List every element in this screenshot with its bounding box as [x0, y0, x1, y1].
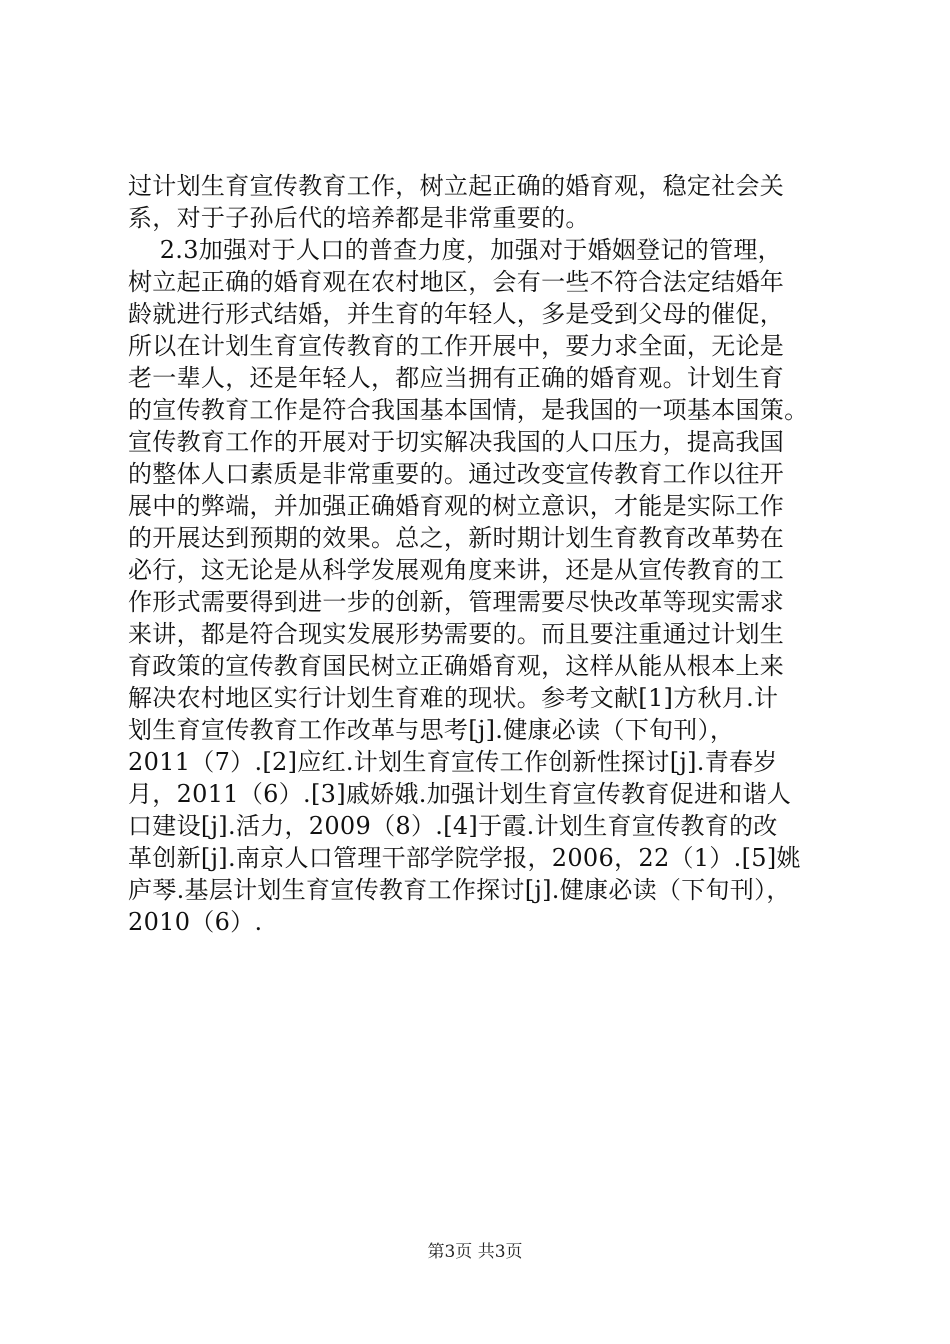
text-line: 庐琴.基层计划生育宣传教育工作探讨[j].健康必读（下旬刊）， [128, 876, 791, 904]
text-line: 月，2011（6）.[3]戚娇娥.加强计划生育宣传教育促进和谐人 [128, 780, 792, 808]
text-line: 系，对于子孙后代的培养都是非常重要的。 [128, 204, 590, 232]
text-line: 宣传教育工作的开展对于切实解决我国的人口压力，提高我国 [128, 428, 785, 456]
page-number-label: 第3页 共3页 [427, 1242, 523, 1262]
text-line: 展中的弊端，并加强正确婚育观的树立意识，才能是实际工作 [128, 492, 785, 520]
text-line: 2.3加强对于人口的普查力度，加强对于婚姻登记的管理， [128, 236, 782, 264]
text-line: 解决农村地区实行计划生育难的现状。参考文献[1]方秋月.计 [128, 684, 779, 712]
text-line: 必行，这无论是从科学发展观角度来讲，还是从宣传教育的工 [128, 556, 785, 584]
text-line: 划生育宣传教育工作改革与思考[j].健康必读（下旬刊）， [128, 716, 735, 744]
text-line: 2010（6）. [128, 908, 263, 936]
page-footer [0, 1241, 950, 1263]
text-line: 老一辈人，还是年轻人，都应当拥有正确的婚育观。计划生育 [128, 364, 785, 392]
text-line: 口建设[j].活力，2009（8）.[4]于霞.计划生育宣传教育的改 [128, 812, 778, 840]
text-line: 的整体人口素质是非常重要的。通过改变宣传教育工作以往开 [128, 460, 785, 488]
text-line: 所以在计划生育宣传教育的工作开展中，要力求全面，无论是 [128, 332, 785, 360]
text-line: 的宣传教育工作是符合我国基本国情，是我国的一项基本国策。 [128, 396, 809, 424]
text-line: 育政策的宣传教育国民树立正确婚育观，这样从能从根本上来 [128, 652, 785, 680]
body-text [128, 170, 848, 938]
text-line: 2011（7）.[2]应红.计划生育宣传工作创新性探讨[j].青春岁 [128, 748, 778, 776]
text-line: 龄就进行形式结婚，并生育的年轻人，多是受到父母的催促， [128, 300, 785, 328]
text-line: 树立起正确的婚育观在农村地区，会有一些不符合法定结婚年 [128, 268, 785, 296]
text-line: 过计划生育宣传教育工作，树立起正确的婚育观，稳定社会关 [128, 172, 785, 200]
text-line: 的开展达到预期的效果。总之，新时期计划生育教育改革势在 [128, 524, 785, 552]
text-line: 来讲，都是符合现实发展形势需要的。而且要注重通过计划生 [128, 620, 785, 648]
text-line: 作形式需要得到进一步的创新，管理需要尽快改革等现实需求 [128, 588, 785, 616]
text-line: 革创新[j].南京人口管理干部学院学报，2006，22（1）.[5]姚 [128, 844, 801, 872]
